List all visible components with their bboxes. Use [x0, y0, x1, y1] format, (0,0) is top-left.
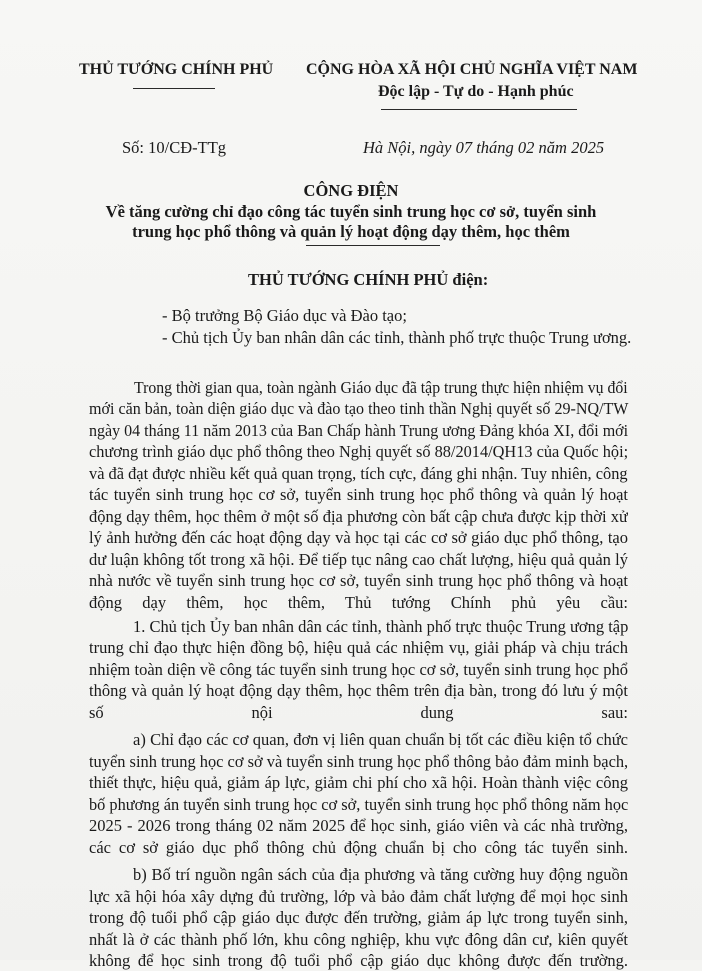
document-number: Số: 10/CĐ-TTg [122, 138, 227, 157]
body-line: động dạy thêm, học thêm ở một số địa phương còn bất cập chưa được kịp thời xử [89, 509, 628, 526]
issuing-agency: THỦ TƯỚNG CHÍNH PHỦ [79, 61, 274, 78]
body-line: số nội dung sau: [89, 705, 628, 722]
body-line: trong độ tuổi phổ cập giáo dục được đến trường, giảm áp lực trong tuyển sinh, [89, 910, 628, 927]
recipient-1: - Bộ trưởng Bộ Giáo dục và Đào tạo; [162, 306, 407, 325]
body-line: nhà nước về tuyển sinh trung học cơ sở, tuyển sinh trung học phổ thông và hoạt [89, 573, 628, 590]
body-line: b) Bố trí nguồn ngân sách của địa phương và tăng cường huy động nguồn [133, 867, 628, 884]
body-line: các cơ sở giáo dục phổ thông chủ động chuẩn bị cho công tác tuyển sinh. [89, 840, 628, 857]
agency-underline [133, 88, 215, 89]
body-line: động dạy thêm, học thêm, Thủ tướng Chính phủ yêu cầu: [89, 595, 628, 612]
body-line: lý ảnh hưởng đến các hoạt động dạy và học tại các cơ sở giáo dục phổ thông, tạo [89, 530, 628, 547]
body-line: tác tuyển sinh trung học cơ sở, tuyển sinh trung học phổ thông và quản lý hoạt [89, 487, 628, 504]
body-line: ngày 04 tháng 11 năm 2013 của Ban Chấp hành Trung ương Đảng khóa XI, đổi mới [89, 421, 629, 440]
body-line: và đã đạt được nhiều kết quả quan trọng, tích cực, đáng ghi nhận. Tuy nhiên, công [89, 464, 628, 483]
subject-underline [306, 245, 440, 246]
body-line: Trong thời gian qua, toàn ngành Giáo dục đã tập trung thực hiện nhiệm vụ đổi [134, 378, 628, 397]
place-and-date: Hà Nội, ngày 07 tháng 02 năm 2025 [363, 138, 605, 157]
body-line: 2025 - 2026 trong tháng 02 năm 2025 để học sinh, giáo viên và các nhà trường, [89, 818, 628, 835]
body-line: nhiệm toàn diện về công tác tuyển sinh trung học cơ sở, tuyển sinh trung học phổ [89, 662, 628, 679]
body-line: tuyển sinh trung học cơ sở và tuyển sinh trung học phổ thông bảo đảm minh bạch, [89, 752, 629, 771]
body-line: không để học sinh trong độ tuổi phổ cập giáo dục không được đến trường. [89, 953, 628, 970]
body-line: 1. Chủ tịch Ủy ban nhân dân các tỉnh, thành phố trực thuộc Trung ương tập [133, 617, 629, 636]
subject-line-2: trung học phổ thông và quản lý hoạt động dạy thêm, học thêm [132, 222, 570, 241]
body-line: thiết thực, hiệu quả, giảm áp lực, giảm chi phí cho xã hội. Hoàn thành việc công [89, 775, 628, 792]
national-motto: Độc lập - Tự do - Hạnh phúc [378, 83, 574, 100]
body-line: chương trình giáo dục phổ thông theo Nghị quyết số 88/2014/QH13 của Quốc hội; [89, 442, 629, 461]
recipient-2: - Chủ tịch Ủy ban nhân dân các tỉnh, thành phố trực thuộc Trung ương. [162, 328, 632, 347]
body-line: bố phương án tuyển sinh trung học cơ sở, tuyển sinh trung học phổ thông năm học [89, 795, 629, 814]
sender-line: THỦ TƯỚNG CHÍNH PHỦ điện: [248, 270, 489, 289]
document-type: CÔNG ĐIỆN [303, 181, 399, 200]
body-line: nhất là ở các thành phố lớn, khu công nghiệp, khu vực đông dân cư, kiên quyết [89, 932, 628, 949]
body-line: trung chỉ đạo thực hiện đồng bộ, hiệu quả các nhiệm vụ, giải pháp và chịu trách [89, 640, 628, 657]
body-line: mới căn bản, toàn diện giáo dục và đào tạo theo tinh thần Nghị quyết số 29-NQ/TW [89, 399, 629, 418]
motto-underline [381, 109, 577, 110]
subject-line-1: Về tăng cường chỉ đạo công tác tuyển sinh trung học cơ sở, tuyển sinh [105, 202, 597, 221]
body-line: lực xã hội hóa xây dựng đủ trường, lớp và bảo đảm chất lượng để mọi học sinh [89, 889, 628, 906]
body-line: dư luận không tốt trong xã hội. Để tiếp tục nâng cao chất lượng, hiệu quả quản lý [89, 552, 628, 569]
body-line: a) Chỉ đạo các cơ quan, đơn vị liên quan chuẩn bị tốt các điều kiện tổ chức [133, 732, 628, 749]
national-title: CỘNG HÒA XÃ HỘI CHỦ NGHĨA VIỆT NAM [306, 61, 638, 78]
body-line: thông và quản lý hoạt động dạy thêm, học thêm trên địa bàn, trong đó lưu ý một [89, 683, 628, 700]
